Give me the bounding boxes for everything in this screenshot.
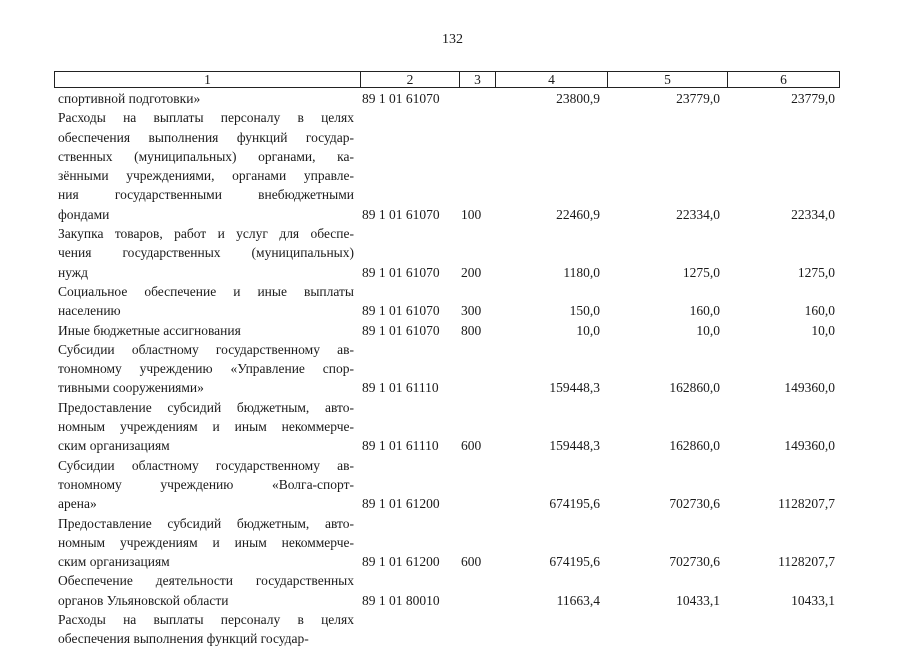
row-value-col6: 1128207,7 <box>778 496 835 512</box>
description-line: Субсидии областному государственному ав- <box>58 341 354 357</box>
row-value-col4: 1180,0 <box>563 264 600 280</box>
row-description <box>54 610 354 649</box>
row-value-col6: 160,0 <box>804 303 835 319</box>
description-line: населению <box>58 303 121 319</box>
row-description <box>54 108 354 224</box>
description-line: номным учреждениям и иным некоммерче- <box>58 419 354 435</box>
table-row <box>54 108 839 224</box>
description-line: обеспечения выполнения функций государ- <box>58 631 309 647</box>
row-expense-type: 200 <box>461 264 482 280</box>
row-value-col5: 22334,0 <box>676 206 720 222</box>
header-col-1: 1 <box>55 72 361 88</box>
row-value-col6: 10433,1 <box>791 592 835 608</box>
row-value-col5: 160,0 <box>689 303 720 319</box>
description-line: чения государственных (муниципальных) <box>58 245 354 261</box>
row-code: 89 1 01 61200 <box>362 496 440 512</box>
table-row <box>54 340 839 398</box>
table-row <box>54 571 839 610</box>
table-header <box>54 71 840 88</box>
row-code: 89 1 01 61070 <box>362 303 440 319</box>
description-line: Предоставление субсидий бюджетным, авто- <box>58 399 354 415</box>
row-value-col4: 11663,4 <box>556 592 600 608</box>
row-description <box>54 321 354 340</box>
row-code: 89 1 01 61110 <box>362 380 439 396</box>
table-row <box>54 282 839 321</box>
description-line: Закупка товаров, работ и услуг для обеспе- <box>58 226 354 242</box>
description-line: тивными сооружениями» <box>58 380 204 396</box>
description-line: Субсидии областному государственному ав- <box>58 457 354 473</box>
description-line: номным учреждениям и иным некоммерче- <box>58 534 354 550</box>
row-description <box>54 89 354 108</box>
description-line: фондами <box>58 206 110 222</box>
row-description <box>54 224 354 282</box>
description-line: нужд <box>58 264 88 280</box>
row-value-col5: 162860,0 <box>669 380 720 396</box>
description-line: ским организациям <box>58 554 170 570</box>
row-value-col4: 23800,9 <box>556 91 600 106</box>
description-line: арена» <box>58 496 97 512</box>
row-value-col4: 159448,3 <box>549 438 600 454</box>
row-value-col5: 702730,6 <box>669 496 720 512</box>
description-line: ственных (муниципальных) органами, ка- <box>58 148 354 164</box>
row-value-col4: 22460,9 <box>556 206 600 222</box>
row-value-col4: 150,0 <box>569 303 600 319</box>
table-row <box>54 224 839 282</box>
header-col-5: 5 <box>608 72 728 88</box>
header-col-4: 4 <box>496 72 608 88</box>
row-expense-type: 300 <box>461 303 482 319</box>
table-body <box>54 89 839 649</box>
row-value-col5: 10,0 <box>696 322 720 338</box>
description-line: Расходы на выплаты персоналу в целях <box>58 110 354 126</box>
table-row <box>54 89 839 108</box>
description-line: обеспечения выполнения функций государ- <box>58 129 354 145</box>
table-row <box>54 610 839 649</box>
row-code: 89 1 01 61110 <box>362 438 439 454</box>
row-code: 89 1 01 61070 <box>362 264 440 280</box>
row-value-col6: 1128207,7 <box>778 554 835 570</box>
header-col-6: 6 <box>728 72 840 88</box>
header-col-2: 2 <box>361 72 460 88</box>
description-line: ским организациям <box>58 438 170 454</box>
description-line: Расходы на выплаты персоналу в целях <box>58 612 354 628</box>
row-value-col4: 10,0 <box>576 322 600 338</box>
row-code: 89 1 01 61200 <box>362 554 440 570</box>
row-value-col5: 702730,6 <box>669 554 720 570</box>
row-expense-type: 600 <box>461 438 482 454</box>
row-description <box>54 340 354 398</box>
row-value-col5: 23779,0 <box>676 91 720 106</box>
row-description <box>54 398 354 456</box>
description-line: тономному учреждению «Управление спор- <box>58 361 354 377</box>
row-value-col4: 674195,6 <box>549 554 600 570</box>
row-description <box>54 514 354 572</box>
row-code: 89 1 01 61070 <box>362 206 440 222</box>
row-expense-type: 100 <box>461 206 482 222</box>
table-row <box>54 398 839 456</box>
row-description <box>54 282 354 321</box>
description-line: Социальное обеспечение и иные выплаты <box>58 283 354 299</box>
row-value-col6: 10,0 <box>811 322 835 338</box>
description-line: тономному учреждению «Волга-спорт- <box>58 476 354 492</box>
description-line: Иные бюджетные ассигнования <box>58 322 241 338</box>
header-col-3: 3 <box>460 72 496 88</box>
row-value-col4: 159448,3 <box>549 380 600 396</box>
page-number: 132 <box>442 32 463 47</box>
description-line: Обеспечение деятельности государственных <box>58 573 354 589</box>
row-value-col5: 162860,0 <box>669 438 720 454</box>
row-value-col5: 10433,1 <box>676 592 720 608</box>
description-line: органов Ульяновской области <box>58 592 229 608</box>
row-value-col6: 149360,0 <box>784 438 835 454</box>
description-line: ния государственными внебюджетными <box>58 187 354 203</box>
description-line: спортивной подготовки» <box>58 91 201 106</box>
table-row <box>54 514 839 572</box>
row-value-col6: 23779,0 <box>791 91 835 106</box>
row-expense-type: 800 <box>461 322 482 338</box>
row-expense-type: 600 <box>461 554 482 570</box>
row-value-col5: 1275,0 <box>682 264 720 280</box>
row-description <box>54 456 354 514</box>
row-code: 89 1 01 80010 <box>362 592 440 608</box>
row-code: 89 1 01 61070 <box>362 91 440 106</box>
row-value-col6: 22334,0 <box>791 206 835 222</box>
description-line: Предоставление субсидий бюджетным, авто- <box>58 515 354 531</box>
row-description <box>54 571 354 610</box>
description-line: зёнными учреждениями, органами управле- <box>58 168 354 184</box>
row-value-col6: 149360,0 <box>784 380 835 396</box>
row-value-col4: 674195,6 <box>549 496 600 512</box>
table-row <box>54 456 839 514</box>
row-code: 89 1 01 61070 <box>362 322 440 338</box>
table-row <box>54 321 839 340</box>
row-value-col6: 1275,0 <box>797 264 835 280</box>
